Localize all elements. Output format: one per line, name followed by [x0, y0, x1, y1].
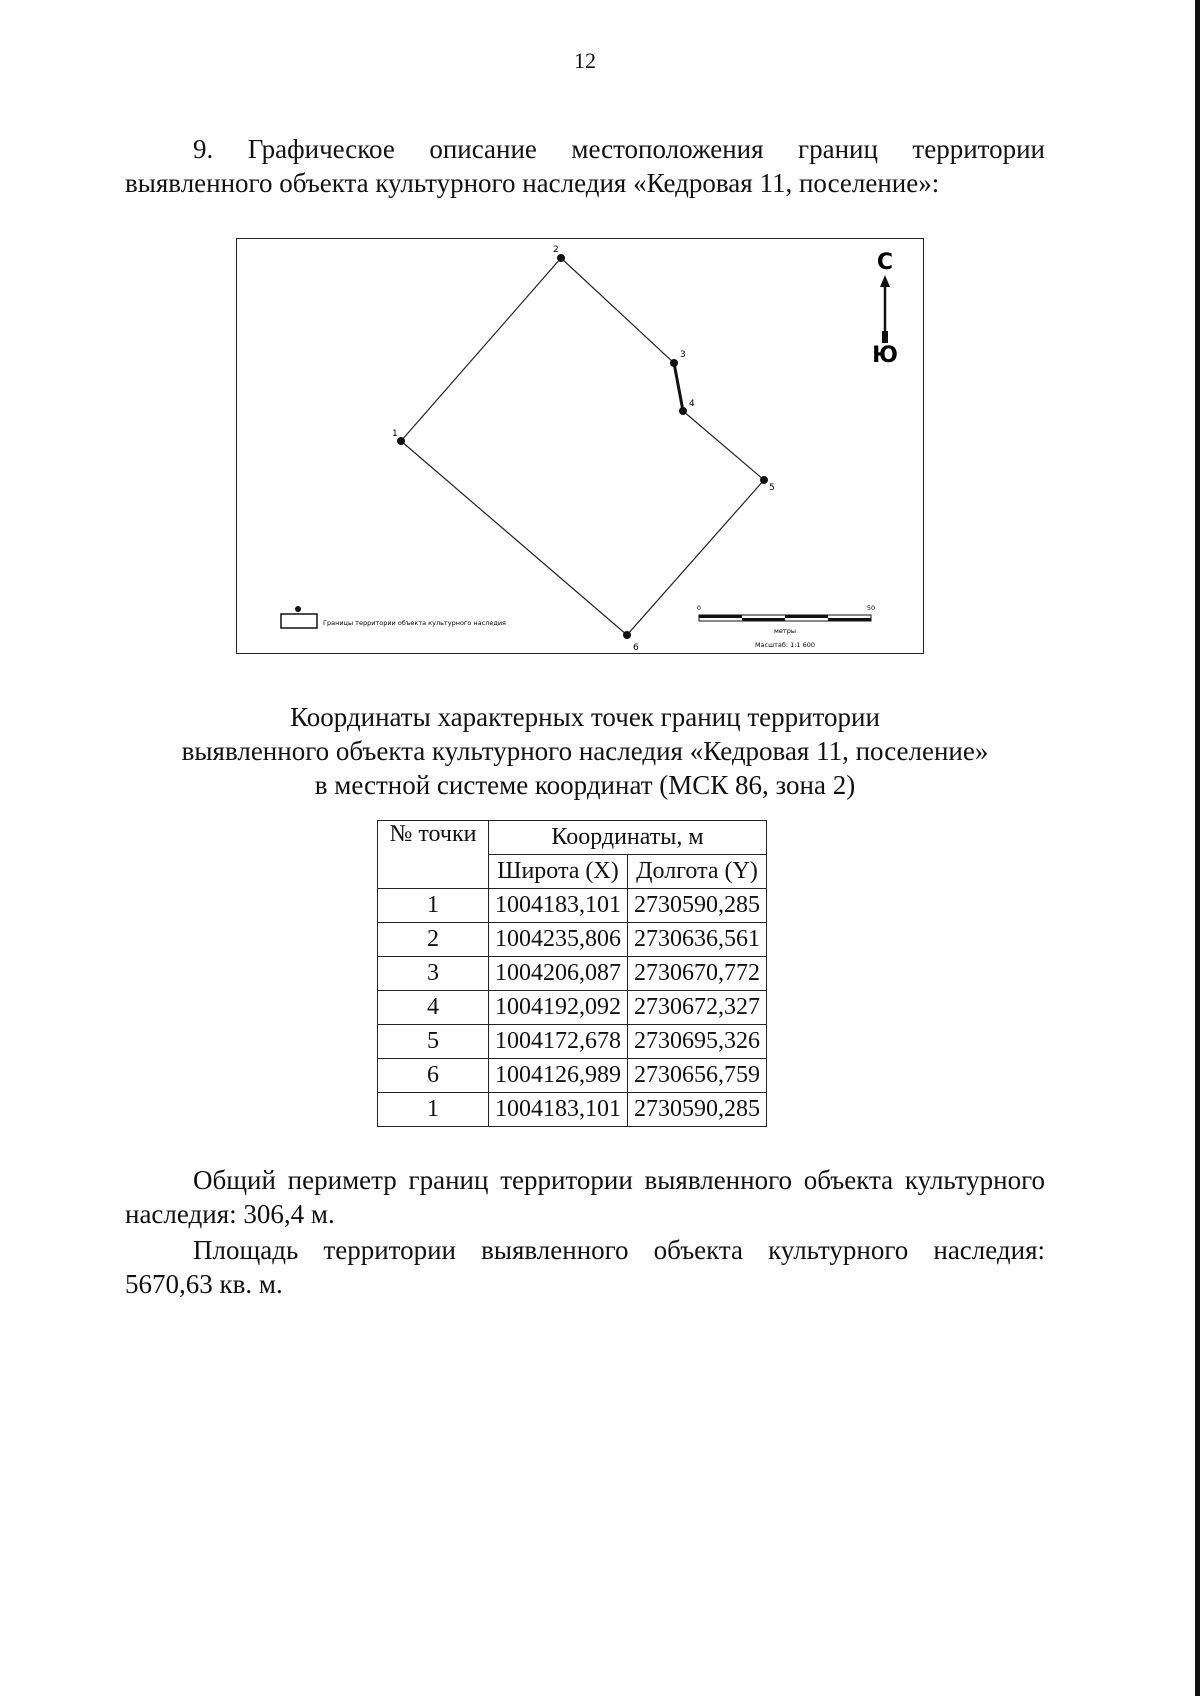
table-row: [378, 991, 767, 1025]
cell-y: 2730656,759: [628, 1059, 767, 1093]
table-caption-line-1: Координаты характерных точек границ территории: [290, 702, 880, 732]
north-arrow-icon: [872, 250, 898, 368]
cell-y: 2730636,561: [628, 923, 767, 957]
compass-north-label: С: [876, 250, 894, 275]
vertex-2: [557, 254, 565, 262]
page-number: 12: [574, 48, 596, 73]
vertex-1: [397, 437, 405, 445]
cell-point: 6: [378, 1059, 489, 1093]
area-paragraph: [125, 1233, 1045, 1301]
vertex-label-6: 6: [633, 643, 639, 653]
scale-start-label: 0: [696, 604, 702, 612]
table-row: [378, 923, 767, 957]
vertex-5: [760, 476, 768, 484]
col-header-coords: Координаты, м: [489, 821, 767, 855]
perimeter-paragraph: [125, 1163, 1045, 1231]
area-text: Площадь территории выявленного объекта культурного наследия: 5670,63 кв. м.: [125, 1235, 1045, 1299]
cell-y: 2730695,326: [628, 1025, 767, 1059]
cell-point: 3: [378, 957, 489, 991]
cell-y: 2730590,285: [628, 1093, 767, 1127]
table-caption-line-2: выявленного объекта культурного наследия «Кедровая 11, поселение»: [181, 736, 989, 766]
cell-point: 4: [378, 991, 489, 1025]
cell-y: 2730590,285: [628, 889, 767, 923]
vertex-4: [679, 407, 687, 415]
section-heading: [125, 132, 1045, 200]
table-caption: [0, 700, 1170, 802]
cell-y: 2730672,327: [628, 991, 767, 1025]
vertex-label-3: 3: [680, 350, 686, 360]
scale-end-label: 50: [866, 604, 876, 612]
cell-point: 5: [378, 1025, 489, 1059]
cell-point: 2: [378, 923, 489, 957]
table-row: [378, 1025, 767, 1059]
cell-y: 2730670,772: [628, 957, 767, 991]
cell-point: 1: [378, 889, 489, 923]
cell-x: 1004183,101: [489, 889, 628, 923]
cell-x: 1004126,989: [489, 1059, 628, 1093]
cell-x: 1004235,806: [489, 923, 628, 957]
col-header-y: Долгота (Y): [628, 855, 767, 889]
vertex-label-4: 4: [689, 399, 695, 409]
scale-ratio-label: Масштаб: 1:1 600: [754, 641, 816, 649]
section-heading-text: 9. Графическое описание местоположения границ территории выявленного объекта культурного наследия «Кедровая 11, поселение»:: [125, 134, 1045, 198]
scale-bar: [697, 604, 875, 649]
compass-south-label: Ю: [872, 343, 898, 368]
perimeter-text: Общий периметр границ территории выявленного объекта культурного наследия: 306,4 м.: [125, 1165, 1045, 1229]
vertex-label-5: 5: [769, 483, 775, 493]
scale-units-label: метры: [774, 627, 796, 635]
cell-x: 1004172,678: [489, 1025, 628, 1059]
scheme-svg: [237, 239, 925, 655]
cell-point: 1: [378, 1093, 489, 1127]
coordinates-table: [377, 820, 767, 1127]
boundary-segment-3-4: [674, 363, 683, 411]
boundary-scheme: [236, 238, 924, 654]
legend-text: Границы территории объекта культурного наследия: [323, 619, 506, 627]
table-row: [378, 957, 767, 991]
table-caption-line-3: в местной системе координат (МСК 86, зона 2): [314, 770, 856, 800]
table-row: [378, 1059, 767, 1093]
cell-x: 1004206,087: [489, 957, 628, 991]
cell-x: 1004183,101: [489, 1093, 628, 1127]
col-header-x: Широта (X): [489, 855, 628, 889]
col-header-point: № точки: [378, 821, 489, 889]
cell-x: 1004192,092: [489, 991, 628, 1025]
vertex-6: [623, 631, 631, 639]
table-row: [378, 1093, 767, 1127]
vertex-label-1: 1: [392, 429, 398, 439]
boundary-line: [401, 258, 764, 635]
legend: [281, 606, 506, 628]
vertex-3: [670, 359, 678, 367]
vertex-label-2: 2: [553, 245, 559, 255]
scan-edge-line: [1195, 0, 1200, 1696]
table-row: [378, 889, 767, 923]
